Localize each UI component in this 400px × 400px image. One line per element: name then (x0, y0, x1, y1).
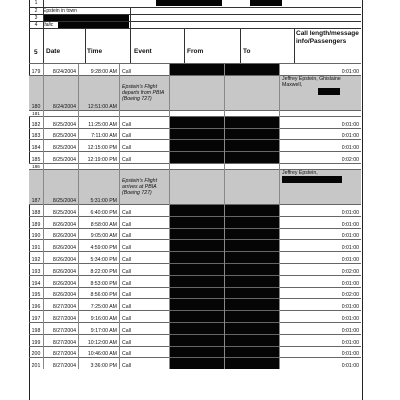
grid-line (294, 28, 295, 63)
header-row-number: 1 (34, 0, 38, 6)
event-cell: Call (120, 322, 170, 334)
to-cell-redacted (225, 140, 280, 152)
call-log-table (29, 63, 361, 369)
from-cell-redacted (170, 228, 225, 240)
time-cell: 6:40:00 PM (79, 204, 120, 216)
event-cell: Call (120, 228, 170, 240)
row-number: 186 (29, 163, 44, 169)
row-number: 200 (29, 346, 44, 358)
from-cell-redacted (170, 346, 225, 358)
date-cell: 8/26/2004 (44, 287, 79, 299)
time-cell: 5:34:00 PM (79, 252, 120, 264)
event-cell: Call (120, 252, 170, 264)
row-number: 182 (29, 116, 44, 128)
event-cell: Call (120, 263, 170, 275)
row-number: 201 (29, 358, 44, 369)
from-cell-redacted (170, 204, 225, 216)
redaction-block (156, 0, 222, 6)
event-cell: Call (120, 311, 170, 323)
to-cell-redacted (225, 240, 280, 252)
call-row (29, 263, 361, 275)
time-cell: 9:17:00 AM (79, 322, 120, 334)
from-cell-redacted (170, 116, 225, 128)
event-cell: Call (120, 216, 170, 228)
from-cell-redacted (170, 252, 225, 264)
to-cell-redacted (225, 152, 280, 164)
call-length-cell: 0:01:00 (280, 140, 362, 152)
date-cell: 8/26/2004 (44, 240, 79, 252)
call-length-cell: 0:02:00 (280, 287, 362, 299)
column-header-date: Date (46, 48, 61, 55)
call-row (29, 311, 361, 323)
call-row (29, 228, 361, 240)
to-cell-redacted (225, 311, 280, 323)
call-row (29, 140, 361, 152)
time-cell: 12:19:00 PM (79, 152, 120, 164)
from-cell-redacted (170, 287, 225, 299)
call-row (29, 216, 361, 228)
row-number: 199 (29, 334, 44, 346)
time-cell: 3:36:00 PM (79, 358, 120, 369)
event-cell: Call (120, 299, 170, 311)
row-number: 183 (29, 128, 44, 140)
to-cell-redacted (225, 204, 280, 216)
call-row (29, 64, 361, 76)
call-length-cell: 0:01:00 (280, 252, 362, 264)
grid-line (29, 7, 361, 8)
to-cell-redacted (225, 334, 280, 346)
call-length-cell: 0:01:00 (280, 358, 362, 369)
row-number: 187 (29, 169, 44, 204)
row-number: 179 (29, 64, 44, 76)
column-header-time: Time (87, 48, 103, 55)
from-cell-redacted (170, 358, 225, 369)
time-cell: 8:22:00 PM (79, 263, 120, 275)
time-cell: 9:16:00 AM (79, 311, 120, 323)
call-length-cell: 0:01:00 (280, 204, 362, 216)
grid-line (29, 28, 361, 29)
to-cell (225, 75, 280, 110)
to-cell-redacted (225, 275, 280, 287)
date-cell: 8/24/2004 (44, 75, 79, 110)
column-row-number: 5 (34, 49, 38, 56)
column-header-event: Event (134, 48, 152, 55)
event-cell: Call (120, 128, 170, 140)
row-number: 194 (29, 275, 44, 287)
date-cell: 8/26/2004 (44, 252, 79, 264)
grid-line (85, 28, 86, 63)
grid-line (130, 28, 131, 63)
to-cell-redacted (225, 346, 280, 358)
time-cell: 10:46:00 AM (79, 346, 120, 358)
grid-line (29, 14, 361, 15)
call-row (29, 204, 361, 216)
header-row-number: 2 (34, 8, 38, 14)
call-row (29, 275, 361, 287)
redaction-block (318, 88, 340, 95)
call-length-cell: 0:01:00 (280, 64, 362, 76)
event-cell: Call (120, 204, 170, 216)
from-cell-redacted (170, 216, 225, 228)
header-row-number: 4 (34, 22, 38, 28)
from-cell (170, 169, 225, 204)
date-cell: 8/26/2004 (44, 263, 79, 275)
call-length-cell: 0:01:00 (280, 228, 362, 240)
header-row-number: 3 (34, 15, 38, 21)
row-number: 197 (29, 311, 44, 323)
date-cell: 8/26/2004 (44, 275, 79, 287)
to-cell-redacted (225, 287, 280, 299)
call-row (29, 252, 361, 264)
row-number: 198 (29, 322, 44, 334)
event-cell: Call (120, 275, 170, 287)
passengers-text: Jeffrey Epstein, Ghislaine Maxwell, (282, 75, 341, 88)
call-length-cell: 0:02:00 (280, 263, 362, 275)
time-cell: 7:11:00 AM (79, 128, 120, 140)
event-cell: Call (120, 64, 170, 76)
row-number: 192 (29, 252, 44, 264)
date-cell: 8/27/2004 (44, 334, 79, 346)
redaction-block (250, 0, 282, 6)
date-cell: 8/27/2004 (44, 322, 79, 334)
row-number: 184 (29, 140, 44, 152)
to-cell (225, 169, 280, 204)
passengers-cell (280, 169, 362, 204)
date-cell: 8/24/2004 (44, 64, 79, 76)
call-row (29, 346, 361, 358)
to-cell-redacted (225, 322, 280, 334)
call-row (29, 322, 361, 334)
row-number: 190 (29, 228, 44, 240)
row-number: 193 (29, 263, 44, 275)
event-cell: Call (120, 116, 170, 128)
row-number: 195 (29, 287, 44, 299)
call-length-cell: 0:01:00 (280, 346, 362, 358)
event-cell: Call (120, 152, 170, 164)
from-cell-redacted (170, 64, 225, 76)
row-number: 185 (29, 152, 44, 164)
time-cell: 4:59:00 PM (79, 240, 120, 252)
to-cell-redacted (225, 116, 280, 128)
row-number: 189 (29, 216, 44, 228)
date-cell: 8/26/2004 (44, 228, 79, 240)
date-cell: 8/25/2004 (44, 204, 79, 216)
to-cell-redacted (225, 228, 280, 240)
row-number: 180 (29, 75, 44, 110)
to-cell-redacted (225, 128, 280, 140)
time-cell: 7:25:00 AM (79, 299, 120, 311)
call-row (29, 334, 361, 346)
date-cell: 8/26/2004 (44, 216, 79, 228)
call-length-cell: 0:02:00 (280, 152, 362, 164)
from-cell-redacted (170, 263, 225, 275)
flight-row (29, 169, 361, 204)
call-length-cell: 0:01:00 (280, 299, 362, 311)
grid-line (29, 21, 361, 22)
time-cell: 8:58:00 AM (79, 216, 120, 228)
header-note: Epstein in town (43, 8, 77, 14)
date-cell: 8/27/2004 (44, 299, 79, 311)
time-cell: 12:15:00 PM (79, 140, 120, 152)
event-cell: Call (120, 358, 170, 369)
call-length-cell: 0:01:00 (280, 334, 362, 346)
date-cell: 8/27/2004 (44, 358, 79, 369)
passengers-text: Jeffrey Epstein, (282, 169, 318, 176)
header-note: Italic (43, 22, 54, 28)
grid-line (184, 28, 185, 63)
to-cell-redacted (225, 252, 280, 264)
from-cell-redacted (170, 152, 225, 164)
to-cell-redacted (225, 64, 280, 76)
event-cell: Call (120, 287, 170, 299)
redaction-block (282, 176, 342, 183)
call-row (29, 287, 361, 299)
row-number: 196 (29, 299, 44, 311)
call-length-cell: 0:01:00 (280, 275, 362, 287)
call-row (29, 240, 361, 252)
from-cell-redacted (170, 128, 225, 140)
from-cell-redacted (170, 140, 225, 152)
date-cell: 8/25/2004 (44, 116, 79, 128)
call-row (29, 299, 361, 311)
call-row (29, 116, 361, 128)
column-header-call-length: Call length/message info/Passengers (296, 30, 359, 45)
from-cell-redacted (170, 275, 225, 287)
grid-line (130, 7, 131, 28)
grid-line (240, 28, 241, 63)
time-cell: 9:05:00 AM (79, 228, 120, 240)
call-length-cell: 0:01:00 (280, 322, 362, 334)
from-cell-redacted (170, 334, 225, 346)
time-cell: 9:28:00 AM (79, 64, 120, 76)
call-row (29, 128, 361, 140)
date-cell: 8/27/2004 (44, 346, 79, 358)
from-cell-redacted (170, 240, 225, 252)
row-number: 191 (29, 240, 44, 252)
call-row (29, 152, 361, 164)
date-cell: 8/27/2004 (44, 311, 79, 323)
event-cell: Call (120, 240, 170, 252)
event-cell: Call (120, 140, 170, 152)
call-length-cell: 0:01:00 (280, 311, 362, 323)
time-cell: 5:31:00 PM (79, 169, 120, 204)
call-row (29, 358, 361, 369)
call-length-cell: 0:01:00 (280, 240, 362, 252)
time-cell: 12:51:00 AM (79, 75, 120, 110)
row-number: 181 (29, 110, 44, 116)
column-header-to: To (243, 48, 251, 55)
call-length-cell: 0:01:00 (280, 216, 362, 228)
from-cell-redacted (170, 322, 225, 334)
passengers-cell (280, 75, 362, 110)
row-number: 188 (29, 204, 44, 216)
grid-line (43, 0, 44, 63)
event-cell: Epstein's Flight departs from PBIA (Boeing 727) (120, 75, 170, 110)
date-cell: 8/25/2004 (44, 140, 79, 152)
to-cell-redacted (225, 216, 280, 228)
from-cell (170, 75, 225, 110)
from-cell-redacted (170, 299, 225, 311)
from-cell-redacted (170, 311, 225, 323)
time-cell: 8:56:00 PM (79, 287, 120, 299)
column-header-from: From (187, 48, 204, 55)
event-cell: Call (120, 346, 170, 358)
event-cell: Epstein's Flight arrives at PBIA (Boeing 727) (120, 169, 170, 204)
to-cell-redacted (225, 358, 280, 369)
call-length-cell: 0:01:00 (280, 128, 362, 140)
date-cell: 8/25/2004 (44, 169, 79, 204)
time-cell: 8:53:00 PM (79, 275, 120, 287)
to-cell-redacted (225, 263, 280, 275)
to-cell-redacted (225, 299, 280, 311)
event-cell: Call (120, 334, 170, 346)
call-length-cell: 0:01:00 (280, 116, 362, 128)
time-cell: 10:12:00 AM (79, 334, 120, 346)
date-cell: 8/25/2004 (44, 152, 79, 164)
time-cell: 11:25:00 AM (79, 116, 120, 128)
date-cell: 8/25/2004 (44, 128, 79, 140)
flight-row (29, 75, 361, 110)
